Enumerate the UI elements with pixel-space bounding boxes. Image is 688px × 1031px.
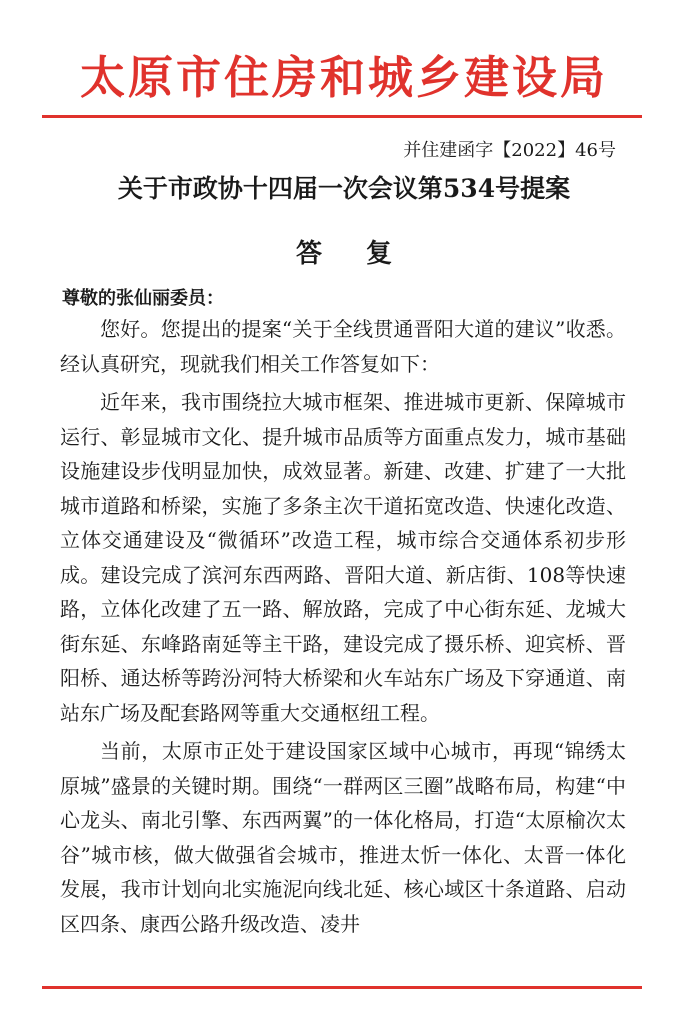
header-divider	[42, 115, 642, 118]
document-title: 关于市政协十四届一次会议第534号提案	[117, 174, 571, 203]
salutation: 尊敬的张仙丽委员：	[62, 288, 224, 309]
footer-divider	[42, 986, 642, 989]
document-number: 并住建函字【2022】46号	[403, 140, 616, 161]
document-subtitle: 答复	[295, 239, 436, 269]
body-paragraph: 当前，太原市正处于建设国家区域中心城市，再现“锦绣太原城”盛景的关键时期。围绕“一群两区三圈”战略布局，构建“中心龙头、南北引擎、东西两翼”的一体化格局，打造“太原榆次太谷”城市核，做大做强省会城市，推进太忻一体化、太晋一体化发展，我市计划向北实施泥向线北延、核心域区十条道路、启动区四条、康西公路升级改造、凌井	[60, 739, 626, 936]
document-body	[60, 312, 626, 945]
agency-header-title: 太原市住房和城乡建设局	[79, 51, 608, 104]
body-paragraph: 您好。您提出的提案“关于全线贯通晋阳大道的建议”收悉。经认真研究，现就我们相关工作答复如下：	[60, 317, 626, 376]
body-paragraph: 近年来，我市围绕拉大城市框架、推进城市更新、保障城市运行、彰显城市文化、提升城市品质等方面重点发力，城市基础设施建设步伐明显加快，成效显著。新建、改建、扩建了一大批城市道路和桥梁，实施了多条主次干道拓宽改造、快速化改造、立体交通建设及“微循环”改造工程，城市综合交通体系初步形成。建设完成了滨河东西两路、晋阳大道、新店街、108等快速路，立体化改建了五一路、解放路，完成了中心街东延、龙城大街东延、东峰路南延等主干路，建设完成了摄乐桥、迎宾桥、晋阳桥、通达桥等跨汾河特大桥梁和火车站东广场及下穿通道、南站东广场及配套路网等重大交通枢纽工程。	[60, 390, 626, 725]
